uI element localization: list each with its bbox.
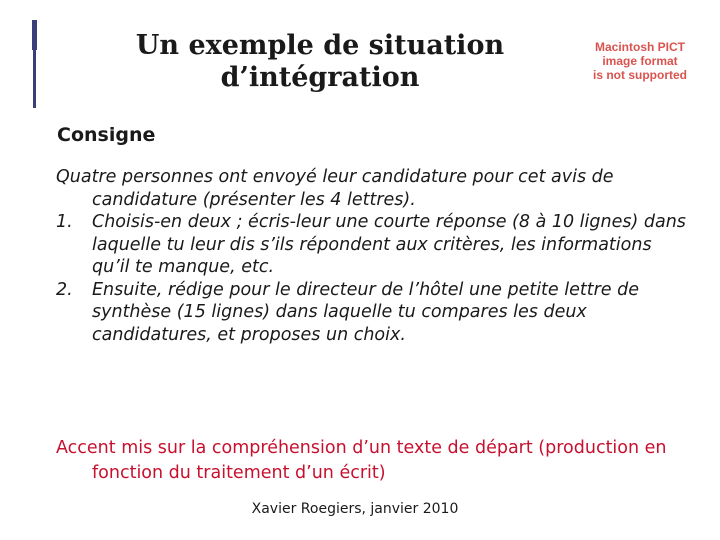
slide-title-line-1: Un exemple de situation bbox=[135, 30, 505, 61]
placeholder-text-line-3: is not supported bbox=[593, 68, 687, 82]
unsupported-image-placeholder bbox=[580, 40, 700, 82]
emphasis-note bbox=[56, 436, 696, 486]
slide-title bbox=[90, 30, 550, 94]
instructions-body bbox=[56, 166, 686, 346]
instruction-item-1 bbox=[56, 211, 686, 279]
instructions-intro: Quatre personnes ont envoyé leur candidature pour cet avis de candidature (présenter les 4 lettres). bbox=[56, 167, 614, 210]
slide-title-line-2: d’intégration bbox=[220, 62, 420, 93]
title-accent-bar-lower bbox=[33, 50, 36, 108]
title-accent-bar bbox=[32, 20, 37, 50]
placeholder-text-line-1: Macintosh PICT bbox=[594, 40, 685, 54]
instruction-text-2: Ensuite, rédige pour le directeur de l’hôtel une petite lettre de synthèse (15 lignes) dans laquelle tu compares les deux candidatures, et proposes un choix. bbox=[92, 279, 639, 345]
instruction-item-2 bbox=[56, 279, 686, 347]
emphasis-text: Accent mis sur la compréhension d’un texte de départ (production en fonction du traitement d’un écrit) bbox=[56, 438, 667, 483]
instruction-number-2: 2. bbox=[56, 279, 73, 300]
section-heading: Consigne bbox=[57, 124, 156, 146]
footer-credit: Xavier Roegiers, janvier 2010 bbox=[251, 501, 459, 517]
instruction-number-1: 1. bbox=[56, 212, 73, 232]
instruction-text-1: Choisis-en deux ; écris-leur une courte réponse (8 à 10 lignes) dans laquelle tu leur dis s’ils répondent aux critères, les informations qu’il te manque, etc. bbox=[92, 212, 686, 277]
placeholder-text-line-2: image format bbox=[602, 54, 678, 68]
